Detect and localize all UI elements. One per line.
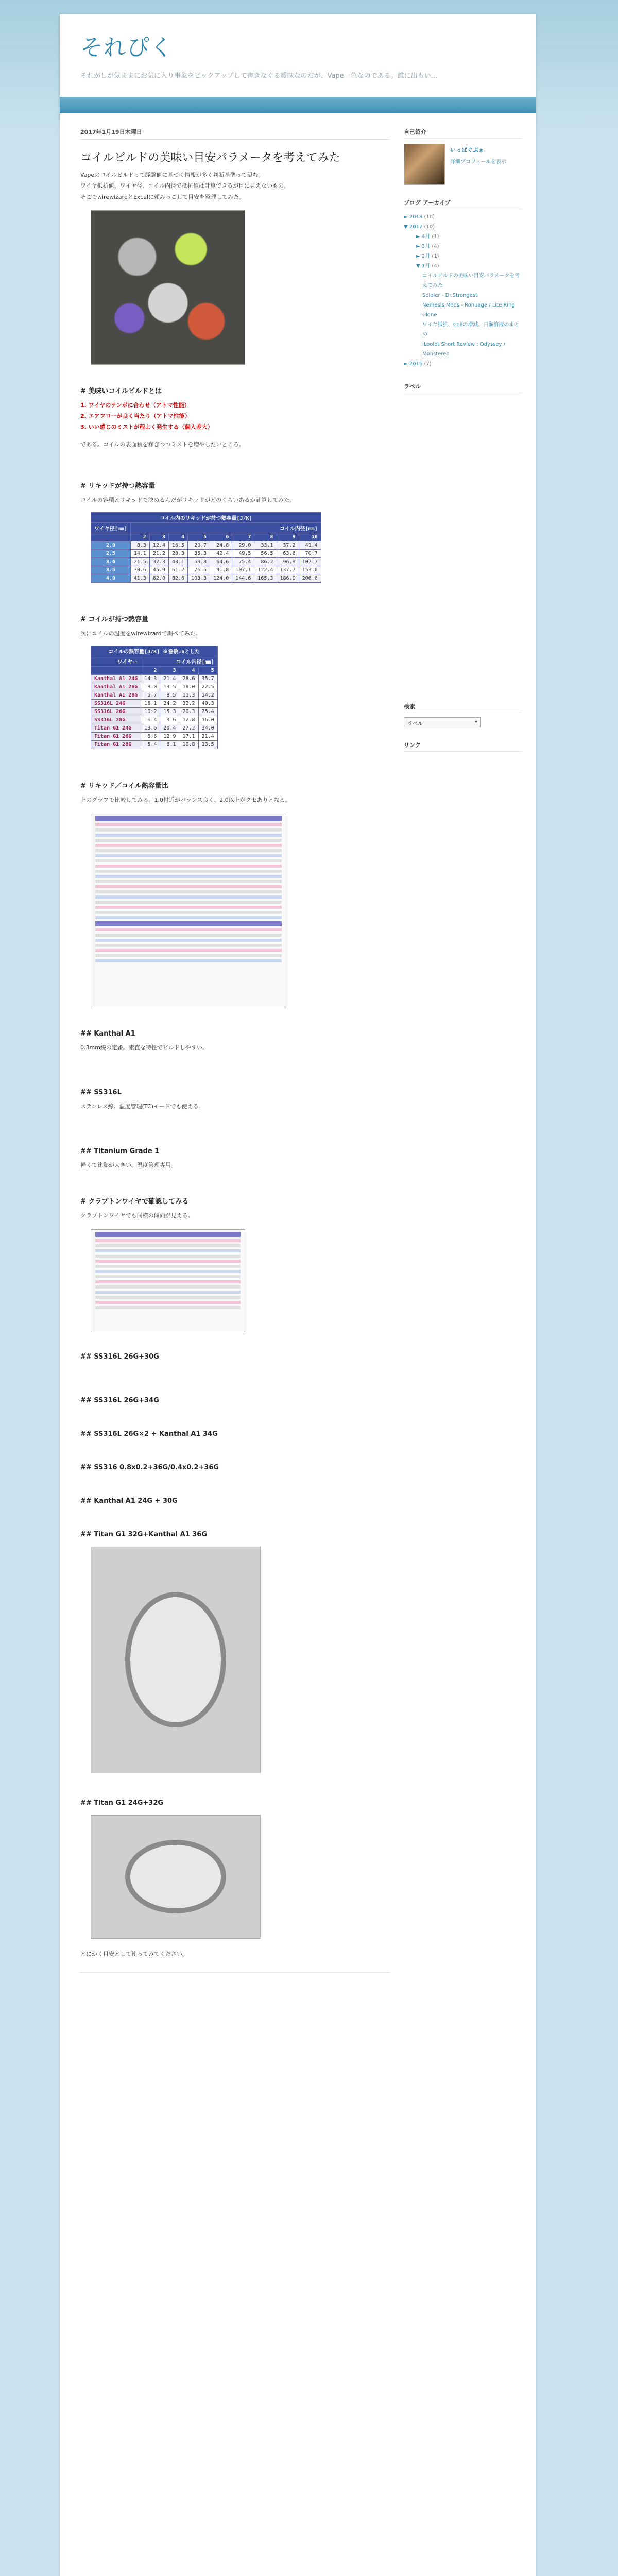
table1-cell: 20.7 [188,541,210,550]
archive-item-label[interactable]: Soldier - Dr.Strongest [422,293,477,298]
section8-body: クラプトンワイヤでも同様の傾向が見える。 [80,1212,194,1219]
table1-cell: 107.1 [232,566,254,574]
table1-cell: 153.0 [299,566,321,574]
table1-row-label: 3.0 [91,558,131,566]
archive-item-count: (1) [432,234,439,240]
section-heading-15: ## Titan G1 24G+32G [80,1799,164,1807]
main-column [80,128,389,1973]
profile-widget [404,144,522,185]
table1-row-label: 2.5 [91,550,131,558]
coil-heat-capacity-table [91,646,218,749]
table-row [91,700,218,708]
table1-cell: 53.8 [188,558,210,566]
table1-cell: 8.3 [130,541,149,550]
archive-item[interactable] [404,340,522,359]
post-intro-1: Vapeのコイルビルドって経験値に基づく情報が多く判断基準って望む。 [80,172,264,178]
table1-row-label: 4.0 [91,574,131,583]
table2-row-wire: SS316L 26G [91,708,141,716]
table1-cell: 165.3 [254,574,277,583]
blog-description: それがしが気ままにお気に入り事象をピックアップして書きなぐる曖昧なのだが、Vape一色なのである。誰に出もい... [80,72,438,80]
table1-cell: 14.1 [130,550,149,558]
table1-cell: 144.6 [232,574,254,583]
section3-body: 次にコイルの温度をwirewizardで調べてみた。 [80,630,201,637]
closing-text: とにかく目安として使ってみてください。 [80,1950,188,1957]
table1-cell: 122.4 [254,566,277,574]
table2-row-wire: Titan G1 26G [91,733,141,741]
table2-col-header: 5 [198,667,217,675]
archive-item-label[interactable]: ► 2018 [404,214,423,220]
table-row [91,541,321,550]
table2-cell: 14.3 [141,675,160,683]
table2-col-header: 3 [160,667,179,675]
archive-item-label[interactable]: ► 3月 [416,244,431,249]
section-heading-9: ## SS316L 26G+30G [80,1352,159,1361]
table1-cell: 45.9 [149,566,168,574]
table1-cell: 35.3 [188,550,210,558]
table1-cell: 33.1 [254,541,277,550]
archive-item-label[interactable]: ▼ 2017 [404,224,423,230]
table2-cell: 8.6 [141,733,160,741]
archive-item-label[interactable]: ▼ 1月 [416,263,431,269]
archive-item[interactable] [404,212,522,222]
table1-col-header: 5 [188,533,210,541]
table2-cell: 14.2 [198,691,217,700]
table1-cell: 63.6 [277,550,299,558]
archive-item-label[interactable]: iLoolot Short Review : Odyssey / Monstered [422,342,506,357]
table1-col-header: 10 [299,533,321,541]
table-row [91,733,218,741]
table-row [91,724,218,733]
table1-cell: 91.8 [210,566,232,574]
table2-row-wire: Kanthal A1 28G [91,691,141,700]
table2-cell: 40.3 [198,700,217,708]
archive-item[interactable] [404,271,522,291]
table2-col-header: 2 [141,667,160,675]
table1-header-right: コイル内径[mm] [130,523,321,533]
table1-cell: 28.3 [168,550,187,558]
table2-cell: 18.0 [179,683,198,691]
archive-item-count: (1) [432,253,439,259]
table1-cell: 186.0 [277,574,299,583]
table1-row-label: 2.0 [91,541,131,550]
table-row [91,683,218,691]
table2-cell: 8.5 [160,691,179,700]
table-row [91,708,218,716]
post-date: 2017年1月19日木曜日 [80,128,389,140]
table2-cell: 21.4 [160,675,179,683]
archive-item-count: (4) [432,244,439,249]
archive-item[interactable] [404,291,522,300]
archive-item[interactable] [404,300,522,320]
table2-col-header: 4 [179,667,198,675]
archive-item-label[interactable]: コイルビルドの美味い目安パラメータを考えてみた [422,273,520,289]
section1-item-1: 1. ワイヤのテンポに合わせ（アトマ性能） [80,401,190,409]
table2-cell: 24.2 [160,700,179,708]
table1-cell: 82.6 [168,574,187,583]
table1-cell: 16.5 [168,541,187,550]
table2-cell: 8.1 [160,741,179,749]
table-row [91,691,218,700]
section7-body: 軽くて比熱が大きい。温度管理専用。 [80,1162,177,1168]
table2-cell: 9.0 [141,683,160,691]
section4-body: 上のグラフで比較してみる。1.0付近がバランス良く、2.0以上がクセありとなる。 [80,796,291,804]
table1-cell: 41.4 [299,541,321,550]
table2-row-wire: Titan G1 24G [91,724,141,733]
table-row [91,566,321,574]
section6-body: ステンレス線。温度管理(TC)モードでも使える。 [80,1103,204,1110]
archive-item-count: (7) [424,361,432,367]
table2-title: コイルの熱容量[J/K] ※巻数=6とした [91,646,218,656]
archive-item[interactable] [404,261,522,271]
archive-item[interactable] [404,232,522,242]
table2-cell: 11.3 [179,691,198,700]
table2-cell: 15.3 [160,708,179,716]
table-row [91,716,218,724]
table2-cell: 16.0 [198,716,217,724]
section-heading-14: ## Titan G1 32G+Kanthal A1 36G [80,1530,208,1538]
table2-cell: 9.6 [160,716,179,724]
table2-cell: 12.8 [179,716,198,724]
section-heading-4: # リキッド／コイル熱容量比 [80,782,168,790]
section-heading-13: ## Kanthal A1 24G + 30G [80,1497,178,1505]
table1-cell: 21.2 [149,550,168,558]
table1-cell: 32.3 [149,558,168,566]
table1-cell: 43.1 [168,558,187,566]
table1-cell: 61.2 [168,566,187,574]
table2-header-left: ワイヤー [91,656,141,667]
table1-cell: 42.4 [210,550,232,558]
table2-row-wire: SS316L 24G [91,700,141,708]
table2-cell: 16.1 [141,700,160,708]
profile-name[interactable]: いっぱぐぶぁ [450,147,484,154]
archive-item-count: (4) [432,263,439,269]
archive-item-label[interactable]: ワイヤ抵抗、Coilの増減、円溜溶液のまとめ [422,322,520,337]
table-row [91,574,321,583]
table1-cell: 37.2 [277,541,299,550]
table-row [91,550,321,558]
post-intro-3: そこでwirewizardとExcelに頼みっこして目安を整理してみた。 [80,193,245,200]
table1-cell: 86.2 [254,558,277,566]
table1-col-header: 6 [210,533,232,541]
coil-shape [125,1592,227,1727]
table2-row-wire: Kanthal A1 26G [91,683,141,691]
coil-build-photo-2[interactable] [91,1815,261,1939]
table2-cell: 28.6 [179,675,198,683]
table-row [91,558,321,566]
table2-cell: 13.6 [141,724,160,733]
header-bar [60,97,536,113]
archive-item[interactable] [404,222,522,232]
table2-header-right: コイル内径[mm] [141,656,217,667]
archive-item-label[interactable]: ► 2月 [416,253,431,259]
clapton-chart-image[interactable] [91,1229,245,1332]
archive-item[interactable] [404,320,522,340]
profile-link[interactable]: 詳細プロフィールを表示 [450,159,506,165]
table1-cell: 107.7 [299,558,321,566]
table1-col-header: 8 [254,533,277,541]
sidebar [404,128,522,752]
table2-cell: 10.8 [179,741,198,749]
table1-cell: 24.8 [210,541,232,550]
coils-photo[interactable] [91,210,245,365]
archive-item-count: (10) [424,224,435,230]
table2-cell: 34.0 [198,724,217,733]
table1-col-header: 9 [277,533,299,541]
table2-row-wire: Titan G1 28G [91,741,141,749]
archive-list [404,212,522,369]
table2-cell: 17.1 [179,733,198,741]
archive-item-label[interactable]: ► 2016 [404,361,423,367]
section-heading-1: # 美味いコイルビルドとは [80,387,162,395]
links-heading: リンク [404,741,522,752]
table1-row-label: 3.5 [91,566,131,574]
table2-cell: 6.4 [141,716,160,724]
table1-cell: 137.7 [277,566,299,574]
section-heading-7: ## Titanium Grade 1 [80,1147,160,1155]
archive-item-label[interactable]: ► 4月 [416,234,431,240]
post-intro-2: ワイヤ抵抗値、ワイヤ径、コイル内径で抵抗値は計算できるが目に見えないもの。 [80,182,289,190]
archive-heading: ブログ アーカイブ [404,198,522,209]
search-heading: 検索 [404,702,522,713]
section-heading-5: ## Kanthal A1 [80,1029,135,1038]
table1-cell: 76.5 [188,566,210,574]
table2-cell: 20.3 [179,708,198,716]
archive-item-count: (10) [424,214,435,220]
table1-cell: 12.4 [149,541,168,550]
table2-cell: 10.2 [141,708,160,716]
archive-item[interactable] [404,251,522,261]
table2-cell: 13.5 [198,741,217,749]
table2-cell: 35.7 [198,675,217,683]
coil-build-photo-1[interactable] [91,1547,261,1773]
table2-cell: 20.4 [160,724,179,733]
table1-col-header: 2 [130,533,149,541]
table1-title: コイル内のリキッドが持つ熱容量[J/K] [91,513,321,523]
table1-cell: 70.7 [299,550,321,558]
table1-cell: 29.0 [232,541,254,550]
section1-body: である。コイルの表面積を稼ぎつつミストを増やしたいところ。 [80,440,245,448]
table2-cell: 5.4 [141,741,160,749]
archive-item[interactable] [404,242,522,251]
labels-heading: ラベル [404,382,522,393]
table1-cell: 75.4 [232,558,254,566]
section-heading-6: ## SS316L [80,1088,122,1096]
section1-item-2: 2. エアフローが良く当たり（アトマ性能） [80,413,191,419]
table1-cell: 103.3 [188,574,210,583]
table1-cell: 124.0 [210,574,232,583]
liquid-heat-capacity-table [91,512,321,583]
table2-cell: 13.5 [160,683,179,691]
table1-cell: 96.9 [277,558,299,566]
table2-cell: 5.7 [141,691,160,700]
archive-item-label[interactable]: Nemesis Mods - Ronuage / Lite Ring Clone [422,302,515,318]
table2-cell: 25.4 [198,708,217,716]
post-title[interactable]: コイルビルドの美味い目安パラメータを考えてみた [80,151,340,164]
table-row [91,741,218,749]
table1-col-header: 3 [149,533,168,541]
section1-item-3: 3. いい感じのミストが程よく発生する（個人差大） [80,423,213,431]
table1-cell: 21.5 [130,558,149,566]
section-heading-10: ## SS316L 26G+34G [80,1396,159,1404]
section-heading-12: ## SS316 0.8x0.2+36G/0.4x0.2+36G [80,1463,219,1471]
table1-cell: 56.5 [254,550,277,558]
blog-container [60,14,536,2576]
section-heading-8: # クラプトンワイヤで確認してみる [80,1198,189,1206]
table2-cell: 12.9 [160,733,179,741]
table1-cell: 64.6 [210,558,232,566]
table2-cell: 22.5 [198,683,217,691]
table1-cell: 62.0 [149,574,168,583]
table2-cell: 32.2 [179,700,198,708]
table1-cell: 206.6 [299,574,321,583]
section-heading-2: # リキッドが持つ熱容量 [80,482,156,490]
label-select[interactable]: ラベル ▾ [404,717,481,727]
post-footer-divider [80,1972,389,1973]
table2-row-wire: SS316L 28G [91,716,141,724]
blog-title[interactable]: それぴく [80,35,173,61]
section-heading-11: ## SS316L 26G×2 + Kanthal A1 34G [80,1430,218,1438]
table1-cell: 49.5 [232,550,254,558]
profile-heading: 自己紹介 [404,128,522,139]
section-heading-3: # コイルが持つ熱容量 [80,616,149,623]
section2-body: コイルの容積とリキッドで決めるんだがリキッドがどのくらいあるか計算してみた。 [80,496,296,503]
heat-ratio-chart-image[interactable] [91,814,286,1009]
table2-row-wire: Kanthal A1 24G [91,675,141,683]
table1-col-header: 7 [232,533,254,541]
table-row [91,675,218,683]
avatar[interactable] [404,144,445,185]
blog-header [60,14,536,97]
table2-cell: 21.4 [198,733,217,741]
coil-shape [125,1840,227,1913]
table1-cell: 30.6 [130,566,149,574]
table1-col-header: 4 [168,533,187,541]
archive-item[interactable] [404,359,522,369]
table1-header-left: ワイヤ径[mm] [91,523,131,533]
section5-body: 0.3mm線の定番。素直な特性でビルドしやすい。 [80,1044,208,1051]
table1-cell: 41.3 [130,574,149,583]
table2-cell: 27.2 [179,724,198,733]
